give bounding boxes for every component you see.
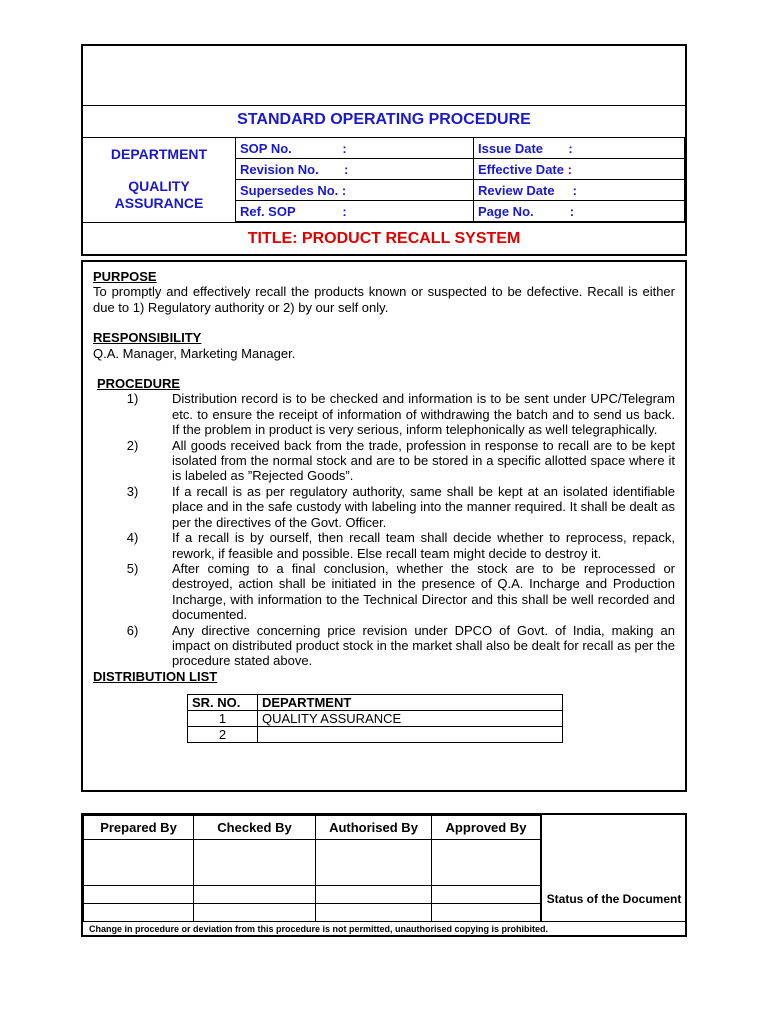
- signature-cell: [84, 840, 194, 886]
- list-item: [93, 484, 675, 530]
- procedure-heading: PROCEDURE: [97, 376, 181, 392]
- name-cell: [432, 886, 541, 904]
- table-row: [236, 180, 685, 201]
- list-item: [93, 530, 675, 561]
- authorised-by-header: Authorised By: [316, 816, 432, 840]
- review-date-field: Review Date :: [474, 180, 685, 201]
- date-cell: [432, 904, 541, 922]
- document-title: TITLE: PRODUCT RECALL SYSTEM: [247, 230, 521, 247]
- table-row: [84, 840, 541, 886]
- table-row: [188, 727, 563, 743]
- list-item: [93, 561, 675, 623]
- step-text: Distribution record is to be checked and information is to be sent under UPC/Telegram etc. to ensure the receipt of information of withdrawing the batch and to send us back. If the problem in product is very serious, inform telephonically as well telegraphically.: [172, 391, 675, 438]
- step-text: If a recall is by ourself, then recall team shall decide whether to reprocess, repack, rework, if feasible and possible. Else recall team might decide to destroy it.: [172, 530, 675, 561]
- approved-by-header: Approved By: [432, 816, 541, 840]
- table-row: [84, 886, 541, 904]
- sop-no-field: SOP No. :: [236, 138, 474, 159]
- table-row: [84, 904, 541, 922]
- step-number: 4): [126, 530, 139, 546]
- sop-heading: STANDARD OPERATING PROCEDURE: [237, 111, 531, 128]
- step-number: 3): [126, 483, 139, 499]
- signature-table: [83, 815, 541, 922]
- date-cell: [316, 904, 432, 922]
- table-row: [236, 159, 685, 180]
- step-text: Any directive concerning price revision under DPCO of Govt. of India, making an impact on distributed product stock in the market shall also be dealt for recall as per the procedure stated above.: [172, 622, 675, 669]
- purpose-text: To promptly and effectively recall the products known or suspected to be defective. Recall is either due to 1) Regulatory authority or 2) by our self only.: [93, 284, 675, 315]
- signature-footer-box: [81, 813, 687, 937]
- procedure-steps: [93, 391, 675, 668]
- name-cell: [316, 886, 432, 904]
- distribution-table: [187, 694, 563, 743]
- step-number: 2): [126, 437, 139, 453]
- signature-cell: [194, 840, 316, 886]
- sop-body-box: [81, 260, 687, 792]
- divider: [83, 222, 685, 223]
- date-cell: [84, 904, 194, 922]
- department-label: DEPARTMENT: [110, 146, 208, 162]
- table-row: [188, 695, 563, 711]
- table-cell: 2: [188, 727, 258, 743]
- list-item: [93, 391, 675, 437]
- table-cell: [258, 727, 563, 743]
- table-row: [236, 138, 685, 159]
- list-item: [93, 438, 675, 484]
- ref-sop-field: Ref. SOP :: [236, 201, 474, 222]
- distribution-heading: DISTRIBUTION LIST: [93, 668, 218, 684]
- step-number: 5): [126, 560, 139, 576]
- divider: [83, 105, 685, 106]
- sop-body-content: [93, 269, 675, 743]
- checked-by-header: Checked By: [194, 816, 316, 840]
- responsibility-text: Q.A. Manager, Marketing Manager.: [93, 345, 296, 361]
- sop-info-table: [235, 137, 685, 222]
- date-cell: [194, 904, 316, 922]
- supersedes-no-field: Supersedes No. :: [236, 180, 474, 201]
- table-cell: 1: [188, 711, 258, 727]
- issue-date-field: Issue Date :: [474, 138, 685, 159]
- sop-header-box: [81, 44, 687, 256]
- step-text: After coming to a final conclusion, whether the stock are to be reprocessed or destroyed, action shall be initiated in the presence of Q.A. Incharge and Production Incharge, with information to the Technical Director and this shall be well recorded and documented.: [172, 560, 675, 623]
- prepared-by-header: Prepared By: [84, 816, 194, 840]
- table-header-cell: DEPARTMENT: [258, 695, 563, 711]
- signature-cell: [316, 840, 432, 886]
- table-cell: QUALITY ASSURANCE: [258, 711, 563, 727]
- responsibility-heading: RESPONSIBILITY: [93, 330, 202, 346]
- status-box: [541, 815, 686, 921]
- footer-note: Change in procedure or deviation from this procedure is not permitted, unauthorised copying is prohibited.: [83, 921, 685, 934]
- purpose-heading: PURPOSE: [93, 269, 157, 284]
- table-row: [236, 201, 685, 222]
- list-item: [93, 623, 675, 669]
- name-cell: [194, 886, 316, 904]
- step-text: If a recall is as per regulatory authority, same shall be kept at an isolated identifiable place and in the safe custody with labeling into the manner required. It shall be dealt as per the directives of the Govt. Officer.: [172, 483, 675, 530]
- signature-cell: [432, 840, 541, 886]
- page-no-field: Page No. :: [474, 201, 685, 222]
- department-value: QUALITY ASSURANCE: [114, 178, 204, 211]
- step-number: 6): [126, 622, 139, 638]
- table-row: [188, 711, 563, 727]
- step-text: All goods received back from the trade, profession in response to recall are to be kept isolated from the normal stock and are to be stored in a specific allotted space where it is labeled as ”Rejected Goods”.: [172, 437, 675, 484]
- status-label: Status of the Document: [546, 892, 682, 906]
- table-header-cell: SR. NO.: [188, 695, 258, 711]
- effective-date-field: Effective Date :: [474, 159, 685, 180]
- department-block: [83, 137, 235, 222]
- step-number: 1): [126, 391, 139, 407]
- revision-no-field: Revision No. :: [236, 159, 474, 180]
- name-cell: [84, 886, 194, 904]
- table-row: [84, 816, 541, 840]
